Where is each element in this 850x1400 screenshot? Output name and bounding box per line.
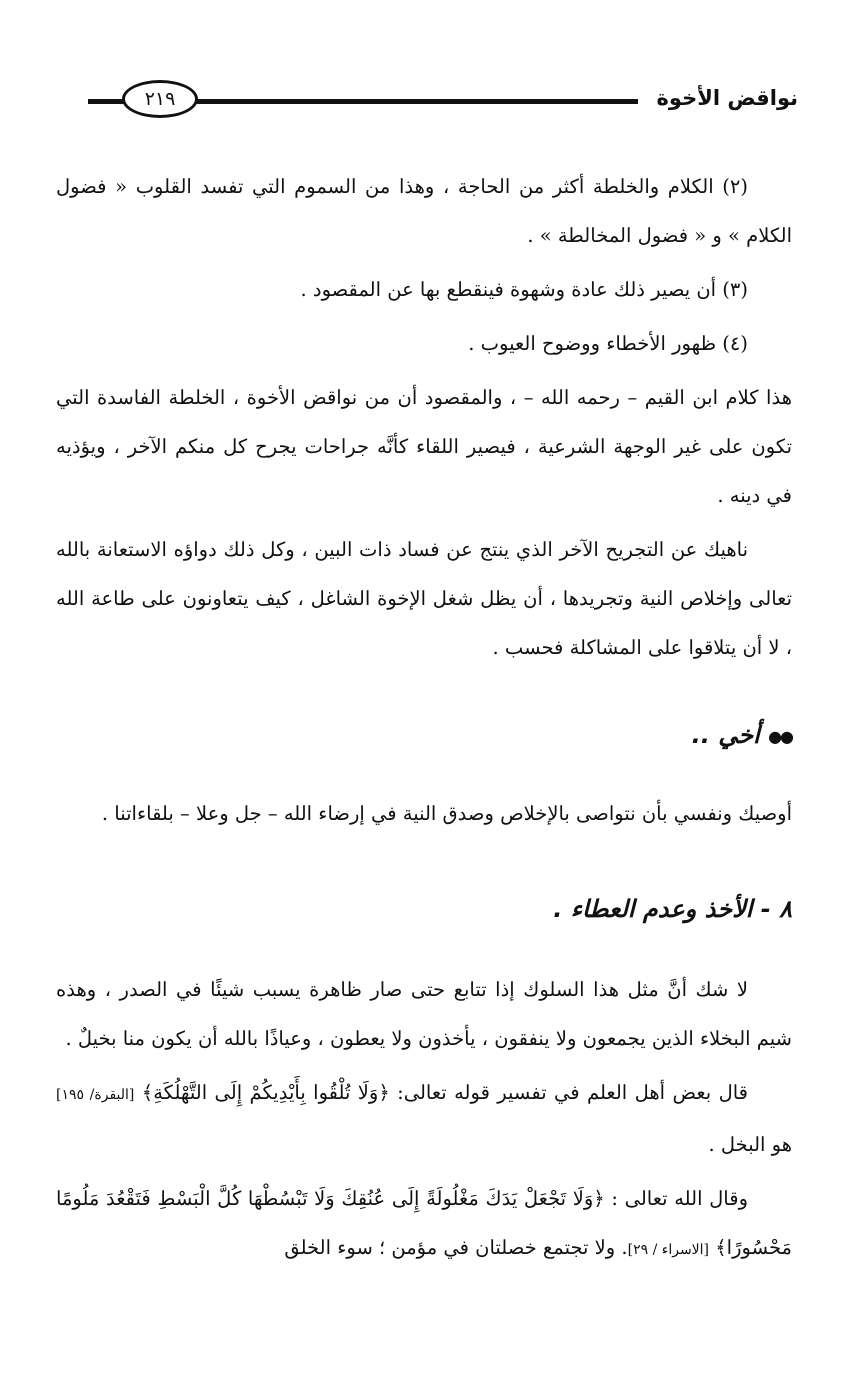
heading-taking-not-giving: ٨ - الأخذ وعدم العطاء . <box>553 895 792 923</box>
tafsir-end: هو البخل . <box>708 1133 792 1156</box>
paragraph-isra <box>56 1174 792 1275</box>
running-header <box>88 80 798 124</box>
header-rule-end <box>88 99 126 104</box>
isra-end: . ولا تجتمع خصلتان في مؤمن ؛ سوء الخلق <box>284 1236 628 1259</box>
paragraph-advice: أوصيك ونفسي بأن نتواصى بالإخلاص وصدق النية في إرضاء الله – جل وعلا – بلقاءاتنا . <box>101 802 792 825</box>
paragraph-tajrih: ناهيك عن التجريح الآخر الذي ينتج عن فساد ذات البين ، وكل ذلك دواؤه الاستعانة بالله تعالى وإخلاص النية وتجريدها ، أن يظل شغل الإخوة الشاغل ، كيف يتعاونون على طاعة الله ، لا أن يتلاقوا على المشاكلة فحسب . <box>56 538 792 659</box>
paragraph-stinginess: لا شك أنَّ مثل هذا السلوك إذا تتابع حتى صار ظاهرة يسبب شيئًا في الصدر ، وهذه شيم البخلاء الذين يجمعون ولا ينفقون ، يأخذون ولا يعطون ، وعياذًا بالله أن يكون منا بخيلٌ . <box>56 978 792 1050</box>
verse-reference-isra: [الاسراء / ٢٩] <box>627 1242 710 1258</box>
heading-akhi-text: أخي .. <box>691 721 760 749</box>
header-rule <box>188 99 638 104</box>
paragraph-point-2: (٢) الكلام والخلطة أكثر من الحاجة ، وهذا من السموم التي تفسد القلوب « فضول الكلام » و « فضول المخالطة » . <box>56 175 792 247</box>
verse-reference-baqarah: [البقرة/ ١٩٥] <box>56 1087 135 1103</box>
paragraph-tafsir <box>56 1068 792 1169</box>
heading-akhi <box>56 721 792 749</box>
paragraph-point-3: (٣) أن يصير ذلك عادة وشهوة فينقطع بها عن المقصود . <box>300 278 748 301</box>
bullet-dots-icon: ●● <box>768 726 792 746</box>
chapter-title: نواقض الأخوة <box>656 86 798 110</box>
quran-verse-isra: ﴿وَلَا تَجْعَلْ يَدَكَ مَغْلُولَةً إِلَى عُنُقِكَ وَلَا تَبْسُطْهَا كُلَّ الْبَسْطِ فَتَقْعُدَ مَلُومًا مَحْسُورًا﴾ <box>56 1187 792 1259</box>
paragraph-ibn-alqayyim: هذا كلام ابن القيم – رحمه الله – ، والمقصود أن من نواقض الأخوة ، الخلطة الفاسدة التي تكون على غير الوجهة الشرعية ، فيصير اللقاء كأنَّه جراحات يجرح كل منكم الآخر ، ويؤذيه في دينه . <box>56 386 792 507</box>
paragraph-point-4: (٤) ظهور الأخطاء ووضوح العيوب . <box>468 332 748 355</box>
page-number: ٢١٩ <box>122 80 198 118</box>
tafsir-intro: قال بعض أهل العلم في تفسير قوله تعالى: <box>397 1081 749 1104</box>
page-body <box>56 162 792 1280</box>
quran-verse-baqarah: ﴿وَلَا تُلْقُوا بِأَيْدِيكُمْ إِلَى التَّهْلُكَةِ﴾ <box>141 1081 390 1104</box>
isra-intro: وقال الله تعالى : <box>611 1187 748 1210</box>
